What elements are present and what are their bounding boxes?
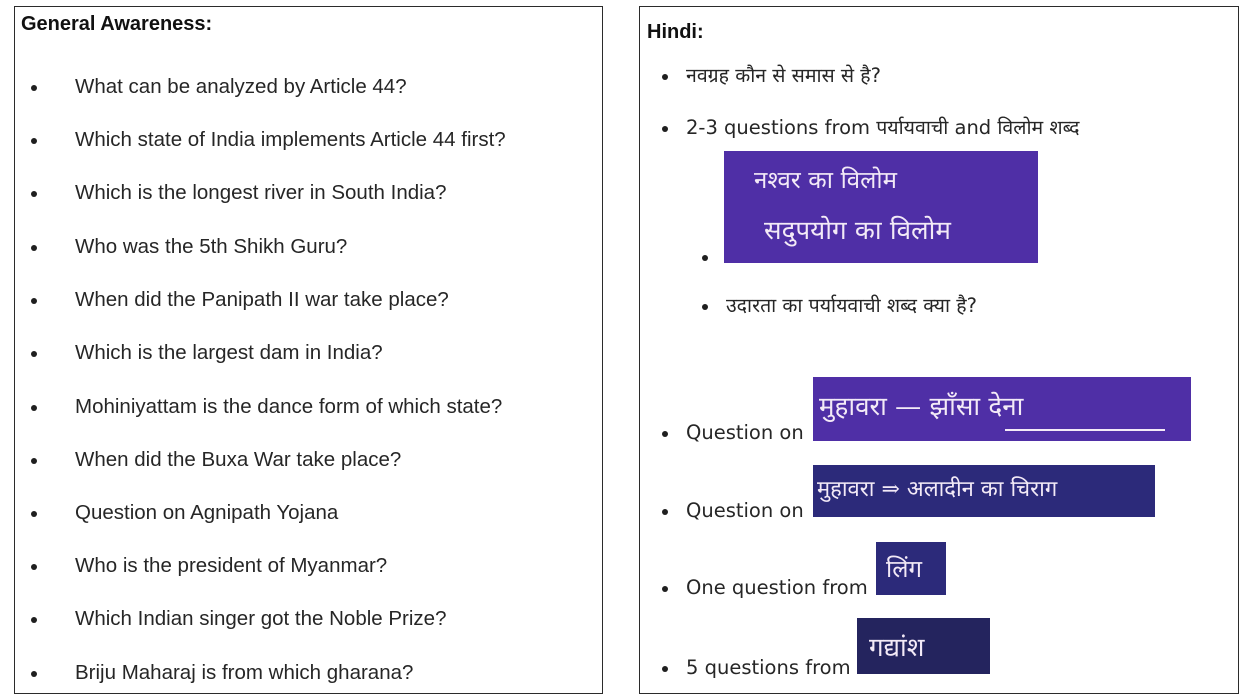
list-item-text: Question on xyxy=(686,421,804,444)
list-item-text: 2-3 questions from पर्यायवाची and विलोम शब्द xyxy=(686,116,1080,139)
list-item-text: Which is the longest river in South India? xyxy=(75,181,447,204)
viloma-handwritten-image xyxy=(724,151,1038,263)
bullet xyxy=(31,671,37,677)
list-item-text: Which is the largest dam in India? xyxy=(75,341,383,364)
list-item-text: What can be analyzed by Article 44? xyxy=(75,75,407,98)
bullet xyxy=(702,304,708,310)
hindi-panel xyxy=(639,6,1239,694)
image-text: मुहावरा — झाँसा देना xyxy=(819,392,1024,422)
bullet xyxy=(31,191,37,197)
list-item-text: Which state of India implements Article 44 first? xyxy=(75,128,506,151)
bullet xyxy=(31,617,37,623)
bullet xyxy=(31,138,37,144)
image-underline xyxy=(1005,429,1165,431)
bullet xyxy=(31,351,37,357)
bullet xyxy=(31,245,37,251)
bullet xyxy=(662,74,668,80)
general-awareness-heading: General Awareness: xyxy=(21,13,213,35)
bullet xyxy=(702,255,708,261)
image-text-line-1: नश्वर का विलोम xyxy=(754,166,897,194)
image-text: लिंग xyxy=(886,555,922,583)
general-awareness-panel xyxy=(14,6,603,694)
list-item-text: नवग्रह कौन से समास से है? xyxy=(686,64,882,87)
bullet xyxy=(31,85,37,91)
list-item-text: When did the Panipath II war take place? xyxy=(75,288,449,311)
bullet xyxy=(31,298,37,304)
list-item-text: Question on Agnipath Yojana xyxy=(75,501,339,524)
bullet xyxy=(662,509,668,515)
list-item-text: When did the Buxa War take place? xyxy=(75,448,402,471)
bullet xyxy=(31,511,37,517)
bullet xyxy=(31,564,37,570)
list-item-text: Who is the president of Myanmar? xyxy=(75,554,388,577)
ling-image xyxy=(876,542,946,595)
image-text: गद्यांश xyxy=(869,633,925,663)
list-item-text: Briju Maharaj is from which gharana? xyxy=(75,661,414,684)
bullet xyxy=(662,666,668,672)
bullet xyxy=(31,458,37,464)
hindi-heading: Hindi: xyxy=(647,21,704,43)
list-item-text: Question on xyxy=(686,499,804,522)
list-item-text: Who was the 5th Shikh Guru? xyxy=(75,235,348,258)
list-item-text: Which Indian singer got the Noble Prize? xyxy=(75,607,447,630)
muhavara-aladin-image xyxy=(813,465,1155,517)
list-item-text: Mohiniyattam is the dance form of which state? xyxy=(75,395,503,418)
muhavara-jhansa-image xyxy=(813,377,1191,441)
image-text: मुहावरा ⇒ अलादीन का चिराग xyxy=(817,477,1058,502)
bullet xyxy=(662,431,668,437)
bullet xyxy=(662,586,668,592)
list-item-text: उदारता का पर्यायवाची शब्द क्या है? xyxy=(726,294,977,317)
list-item-text: One question from xyxy=(686,576,868,599)
list-item-text: 5 questions from xyxy=(686,656,851,679)
bullet xyxy=(31,405,37,411)
image-text-line-2: सदुपयोग का विलोम xyxy=(764,216,951,246)
bullet xyxy=(662,126,668,132)
gadyansh-image xyxy=(857,618,990,674)
